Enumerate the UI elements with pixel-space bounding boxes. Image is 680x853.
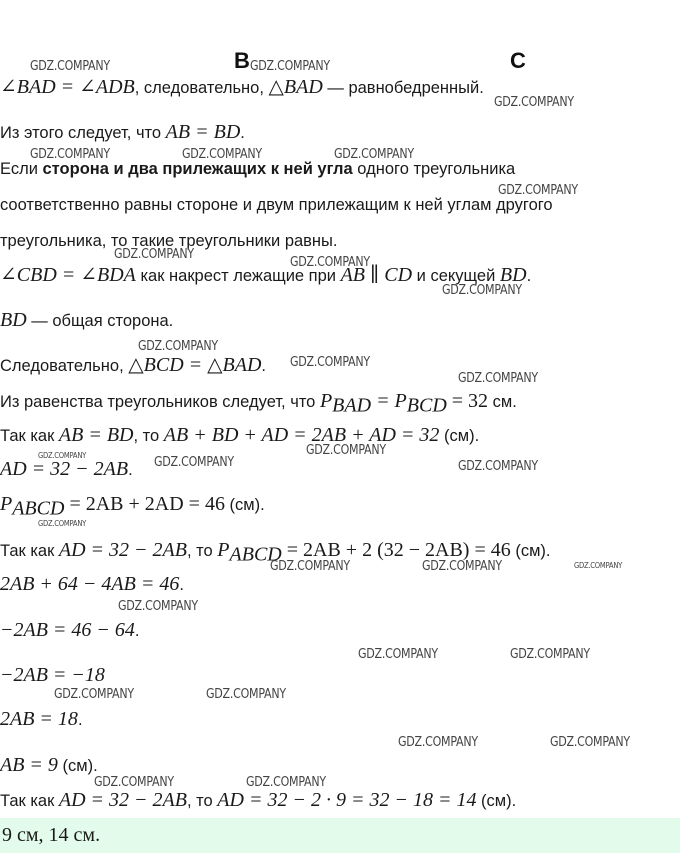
math-expression: △BCD = △BAD bbox=[128, 354, 262, 376]
text-fragment: . bbox=[134, 622, 140, 640]
watermark: GDZ.COMPANY bbox=[250, 59, 330, 74]
text-line-1 bbox=[0, 76, 680, 99]
watermark: GDZ.COMPANY bbox=[290, 255, 370, 270]
text-fragment: , то bbox=[186, 542, 218, 560]
math-expression: 2AB = 18 bbox=[0, 708, 78, 730]
watermark: GDZ.COMPANY bbox=[306, 443, 386, 458]
math-expression: AB = BD bbox=[165, 121, 241, 143]
math-expression: −2AB = 46 − 64 bbox=[0, 619, 135, 641]
text-fragment: — равнобедренный. bbox=[322, 79, 484, 97]
watermark: GDZ.COMPANY bbox=[550, 735, 630, 750]
math-expression: −2AB = −18 bbox=[0, 664, 105, 686]
text-fragment: . bbox=[261, 357, 266, 375]
watermark: GDZ.COMPANY bbox=[358, 647, 438, 662]
watermark: GDZ.COMPANY bbox=[30, 59, 110, 74]
watermark: GDZ.COMPANY bbox=[38, 451, 87, 460]
watermark: GDZ.COMPANY bbox=[458, 459, 538, 474]
math-expression: AD = 32 − 2AB bbox=[58, 789, 187, 811]
math-expression: 2AB + 64 − 4AB = 46 bbox=[0, 573, 180, 595]
text-fragment: (см). bbox=[439, 427, 480, 445]
text-fragment: (см). bbox=[510, 542, 551, 560]
watermark: GDZ.COMPANY bbox=[182, 147, 262, 162]
math-expression: P bbox=[319, 390, 333, 412]
header-fragment-b: B bbox=[234, 48, 250, 73]
math-expression: = 2AB + 2AD = 46 bbox=[64, 493, 225, 515]
watermark: GDZ.COMPANY bbox=[114, 247, 194, 262]
watermark: GDZ.COMPANY bbox=[422, 559, 502, 574]
text-fragment: (см). bbox=[57, 757, 98, 775]
text-line-2 bbox=[0, 121, 680, 144]
text-fragment: . bbox=[128, 461, 133, 479]
math-expression: = P bbox=[371, 390, 407, 412]
text-line-16 bbox=[0, 664, 680, 687]
watermark: GDZ.COMPANY bbox=[510, 647, 590, 662]
text-line-5 bbox=[0, 230, 680, 252]
watermark: GDZ.COMPANY bbox=[334, 147, 414, 162]
text-fragment: треугольника, то такие треугольники равны. bbox=[0, 232, 338, 250]
math-subscript: ABCD bbox=[12, 497, 65, 520]
math-expression: AB = BD bbox=[58, 424, 134, 446]
watermark: GDZ.COMPANY bbox=[494, 95, 574, 110]
text-fragment: Так как bbox=[0, 542, 59, 560]
watermark: GDZ.COMPANY bbox=[138, 339, 218, 354]
text-line-18 bbox=[0, 754, 680, 777]
text-line-15 bbox=[0, 619, 680, 642]
text-fragment: Так как bbox=[0, 427, 59, 445]
math-expression: AD = 32 − 2 · 9 = 32 − 18 = 14 bbox=[217, 789, 477, 811]
watermark: GDZ.COMPANY bbox=[442, 283, 522, 298]
text-line-14 bbox=[0, 573, 680, 596]
text-fragment: Так как bbox=[0, 792, 59, 810]
answer-box bbox=[0, 818, 680, 853]
text-fragment: . bbox=[240, 124, 245, 142]
text-line-4 bbox=[0, 194, 680, 216]
math-expression: AB = 9 bbox=[0, 754, 58, 776]
watermark: GDZ.COMPANY bbox=[206, 687, 286, 702]
math-expression: AD = 32 − 2AB bbox=[58, 539, 187, 561]
math-subscript: BAD bbox=[332, 394, 372, 417]
math-subscript: ABCD bbox=[229, 543, 282, 566]
math-expression: P bbox=[217, 539, 230, 561]
text-fragment: . bbox=[179, 576, 184, 594]
text-fragment: см. bbox=[488, 393, 517, 411]
math-expression: AB ∥ CD bbox=[340, 264, 413, 286]
math-expression: = 32 bbox=[446, 390, 489, 412]
watermark: GDZ.COMPANY bbox=[290, 355, 370, 370]
watermark: GDZ.COMPANY bbox=[270, 559, 350, 574]
math-expression: = 2AB + 2 (32 − 2AB) = 46 bbox=[281, 539, 511, 561]
math-subscript: BCD bbox=[406, 394, 447, 417]
watermark: GDZ.COMPANY bbox=[154, 455, 234, 470]
watermark: GDZ.COMPANY bbox=[118, 599, 198, 614]
text-line-19 bbox=[0, 789, 680, 812]
math-expression: ∠CBD = ∠BDA bbox=[0, 264, 136, 286]
text-fragment: — общая сторона. bbox=[26, 312, 174, 330]
text-fragment: и секущей bbox=[412, 267, 500, 285]
text-fragment: , то bbox=[133, 427, 164, 445]
text-line-11 bbox=[0, 458, 680, 481]
watermark: GDZ.COMPANY bbox=[94, 775, 174, 790]
text-line-12 bbox=[0, 493, 680, 519]
math-expression: BD bbox=[499, 264, 527, 286]
watermark: GDZ.COMPANY bbox=[30, 147, 110, 162]
text-line-17 bbox=[0, 708, 680, 731]
text-fragment: Если bbox=[0, 160, 43, 178]
watermark: GDZ.COMPANY bbox=[54, 687, 134, 702]
answer-text: 9 см, 14 см. bbox=[2, 824, 101, 846]
text-fragment: . bbox=[526, 267, 532, 285]
text-fragment: , следовательно, bbox=[134, 79, 269, 97]
watermark: GDZ.COMPANY bbox=[574, 561, 623, 570]
watermark: GDZ.COMPANY bbox=[398, 735, 478, 750]
text-fragment: . bbox=[77, 711, 83, 729]
watermark: GDZ.COMPANY bbox=[38, 519, 87, 528]
text-fragment: Из этого следует, что bbox=[0, 124, 166, 142]
math-expression: AD = 32 − 2AB bbox=[0, 458, 129, 480]
math-expression: △BAD bbox=[268, 76, 323, 98]
watermark: GDZ.COMPANY bbox=[246, 775, 326, 790]
text-line-9 bbox=[0, 390, 680, 416]
text-fragment: (см). bbox=[224, 496, 265, 514]
text-line-7 bbox=[0, 309, 680, 332]
math-expression: P bbox=[0, 493, 13, 515]
watermark: GDZ.COMPANY bbox=[498, 183, 578, 198]
text-fragment: Следовательно, bbox=[0, 357, 129, 375]
math-expression: BD bbox=[0, 309, 27, 331]
text-fragment: соответственно равны стороне и двум прилежащим к ней углам другого bbox=[0, 196, 553, 214]
text-fragment: одного треугольника bbox=[352, 160, 516, 178]
watermark: GDZ.COMPANY bbox=[458, 371, 538, 386]
bold-text: сторона и два прилежащих к ней угла bbox=[42, 160, 353, 178]
text-fragment: (см). bbox=[476, 792, 517, 810]
text-fragment: , то bbox=[186, 792, 218, 810]
text-fragment: Из равенства треугольников следует, что bbox=[0, 393, 320, 411]
math-expression: ∠BAD = ∠ADB bbox=[0, 76, 135, 98]
math-expression: AB + BD + AD = 2AB + AD = 32 bbox=[163, 424, 440, 446]
header-fragment-c: C bbox=[510, 48, 526, 73]
text-fragment: как накрест лежащие при bbox=[135, 267, 341, 285]
